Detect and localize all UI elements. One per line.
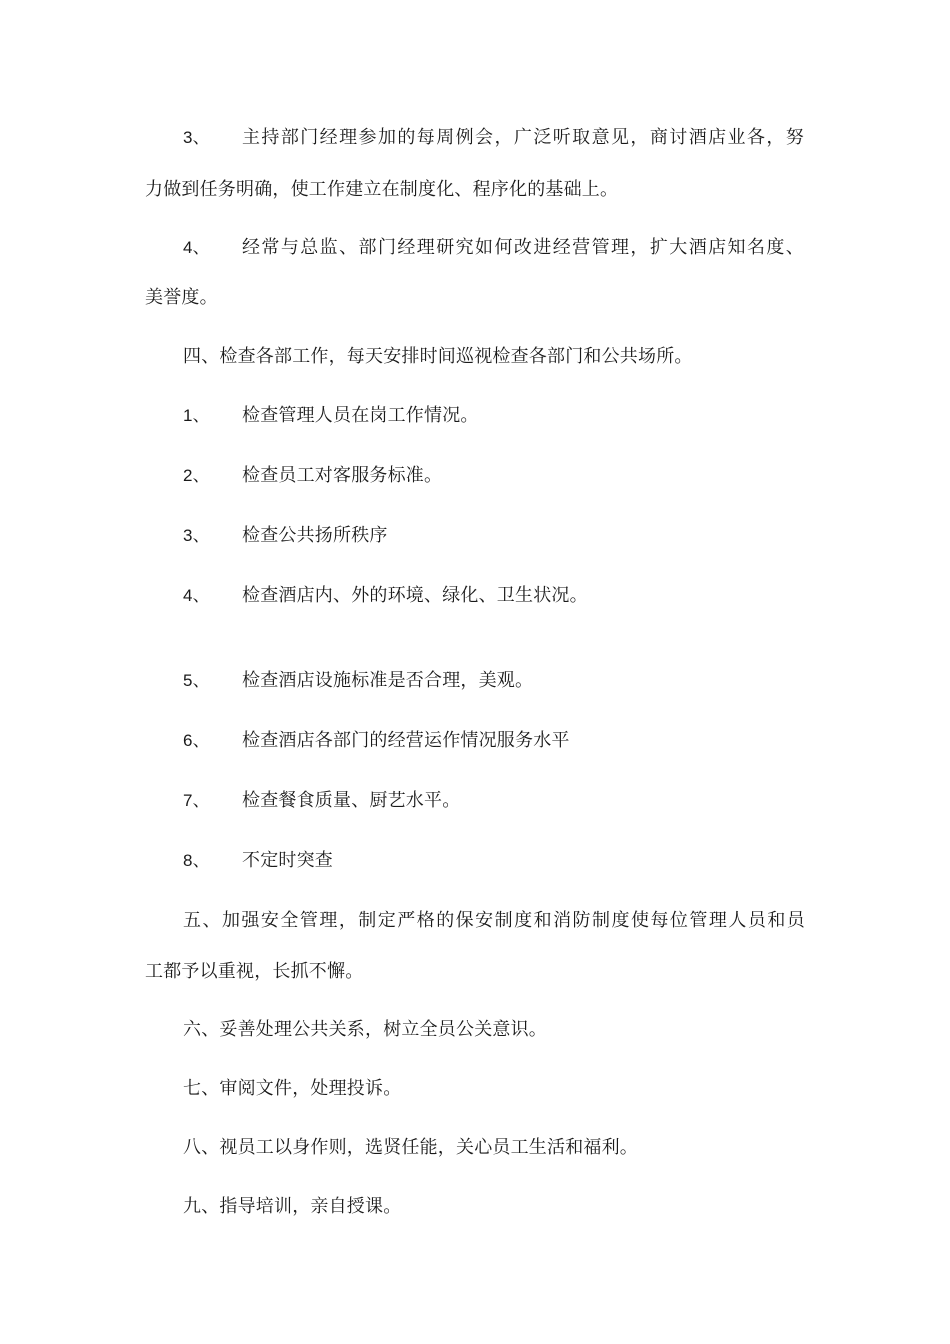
item-text: 主持部门经理参加的每周例会，广泛听取意见，商讨酒店业各，努: [242, 127, 804, 148]
item-text: 检查酒店各部门的经营运作情况服务水平: [242, 730, 570, 751]
item-continuation: 力做到任务明确，使工作建立在制度化、程序化的基础上。: [145, 179, 619, 200]
section-heading: 四、检查各部工作，每天安排时间巡视检查各部门和公共场所。: [183, 346, 693, 367]
item-text: 检查管理人员在岗工作情况。: [242, 405, 479, 426]
item-text: 检查酒店设施标准是否合理，美观。: [242, 670, 534, 691]
item-number: 6、: [183, 731, 210, 750]
item-text: 经常与总监、部门经理研究如何改进经营管理，扩大酒店知名度、: [242, 237, 804, 258]
item-number: 8、: [183, 851, 210, 870]
section-heading: 九、指导培训，亲自授课。: [183, 1196, 402, 1217]
item-number: 2、: [183, 466, 210, 485]
item-text: 检查酒店内、外的环境、绿化、卫生状况。: [242, 585, 588, 606]
item-number: 3、: [183, 526, 210, 545]
item-number: 4、: [183, 238, 210, 257]
item-continuation: 美誉度。: [145, 287, 218, 308]
section-heading: 八、视员工以身作则，选贤任能，关心员工生活和福利。: [183, 1137, 638, 1158]
item-number: 1、: [183, 406, 210, 425]
item-text: 不定时突查: [242, 850, 333, 871]
item-number: 5、: [183, 671, 210, 690]
section-continuation: 工都予以重视，长抓不懈。: [145, 961, 364, 982]
section-heading: 六、妥善处理公共关系，树立全员公关意识。: [183, 1019, 547, 1040]
item-number: 3、: [183, 128, 210, 147]
item-number: 7、: [183, 791, 210, 810]
item-text: 检查公共扬所秩序: [242, 525, 388, 546]
item-number: 4、: [183, 586, 210, 605]
item-text: 检查员工对客服务标准。: [242, 465, 443, 486]
item-text: 检查餐食质量、厨艺水平。: [242, 790, 461, 811]
section-heading: 七、审阅文件，处理投诉。: [183, 1078, 402, 1099]
section-heading: 五、加强安全管理，制定严格的保安制度和消防制度使每位管理人员和员: [183, 910, 805, 931]
